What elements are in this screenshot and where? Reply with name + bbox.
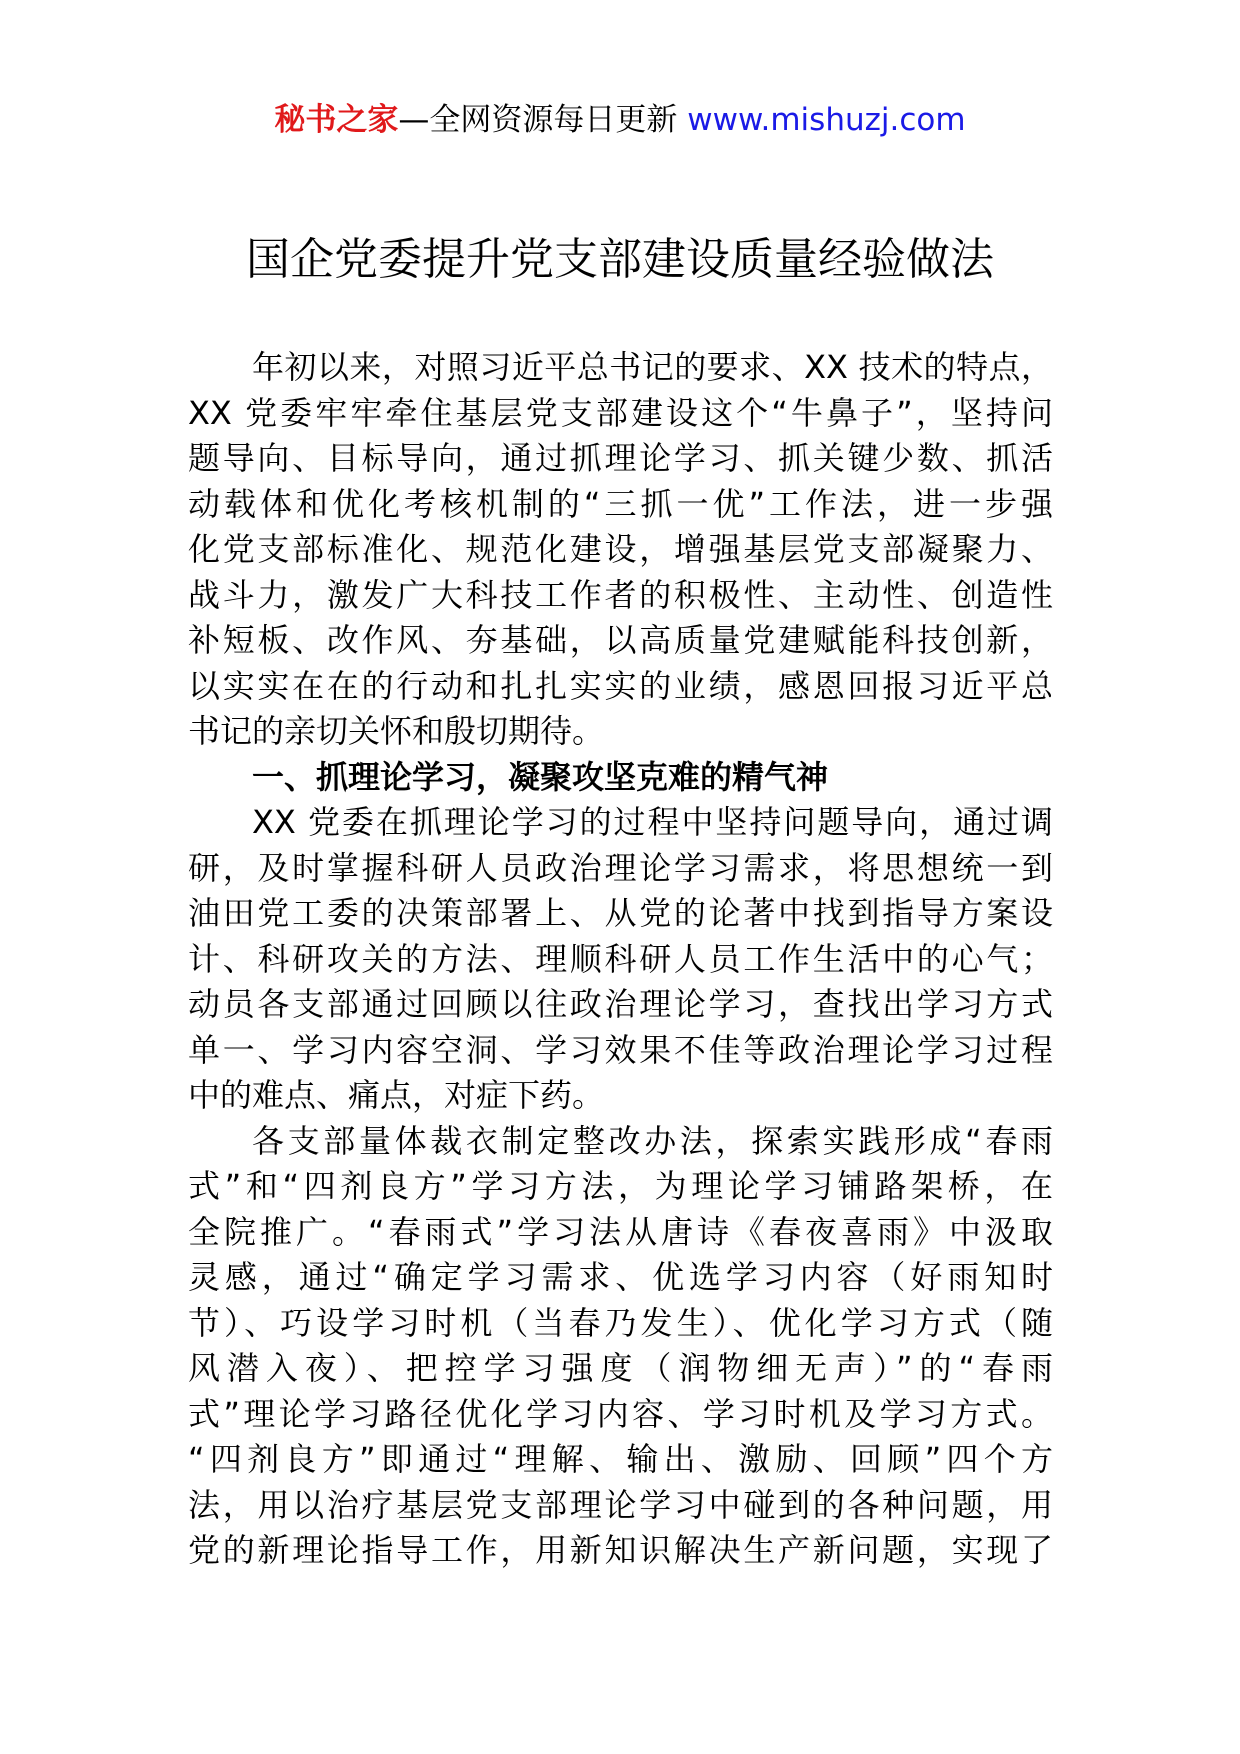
text-line: 式”理论学习路径优化学习内容、学习时机及学习方式。 [188, 1394, 1053, 1433]
banner-brand: 秘书之家 [274, 102, 399, 138]
text-line: 年初以来，对照习近平总书记的要求、XX 技术的特点， [252, 348, 1053, 386]
text-line: 中的难点、痛点，对症下药。 [188, 1076, 605, 1114]
text-line: 动载体和优化考核机制的“三抓一优”工作法，进一步强 [188, 484, 1053, 523]
text-line: 党的新理论指导工作，用新知识解决生产新问题，实现了 [188, 1531, 1053, 1569]
text-line: 风潜入夜）、把控学习强度（润物细无声）”的“春雨 [188, 1349, 1053, 1387]
site-banner [0, 100, 1240, 140]
text-line: 计、科研攻关的方法、理顺科研人员工作生活中的心气； [188, 939, 1053, 978]
text-line: 战斗力，激发广大科技工作者的积极性、主动性、创造性 [188, 575, 1053, 614]
text-line: 法，用以治疗基层党支部理论学习中碰到的各种问题，用 [188, 1485, 1053, 1524]
text-line: 灵感，通过“确定学习需求、优选学习内容（好雨知时 [188, 1258, 1053, 1296]
document-title: 国企党委提升党支部建设质量经验做法 [246, 234, 994, 285]
text-line: 节）、巧设学习时机（当春乃发生）、优化学习方式（随 [188, 1303, 1053, 1342]
text-line: “四剂良方”即通过“理解、输出、激励、回顾”四个方 [188, 1440, 1053, 1478]
text-line: 单一、学习内容空洞、学习效果不佳等政治理论学习过程 [188, 1030, 1053, 1069]
banner-url[interactable]: www.mishuzj.com [687, 102, 966, 138]
text-line: 油田党工委的决策部署上、从党的论著中找到指导方案设 [188, 894, 1053, 932]
document-body [188, 345, 1053, 1574]
text-line: XX 党委在抓理论学习的过程中坚持问题导向，通过调 [252, 803, 1053, 841]
text-line: 各支部量体裁衣制定整改办法，探索实践形成“春雨 [252, 1121, 1053, 1160]
text-line: 补短板、改作风、夯基础，以高质量党建赋能科技创新， [188, 621, 1053, 659]
text-line: 研，及时掌握科研人员政治理论学习需求，将思想统一到 [188, 848, 1053, 887]
text-line: 动员各支部通过回顾以往政治理论学习，查找出学习方式 [188, 985, 1053, 1023]
section-heading: 一、抓理论学习，凝聚攻坚克难的精气神 [252, 757, 829, 796]
text-line: XX 党委牢牢牵住基层党支部建设这个“牛鼻子”，坚持问 [188, 393, 1053, 432]
text-line: 以实实在在的行动和扎扎实实的业绩，感恩回报习近平总 [188, 666, 1053, 705]
text-line: 书记的亲切关怀和殷切期待。 [188, 712, 605, 750]
text-line: 化党支部标准化、规范化建设，增强基层党支部凝聚力、 [188, 530, 1053, 568]
text-line: 全院推广。“春雨式”学习法从唐诗《春夜喜雨》中汲取 [188, 1212, 1053, 1251]
text-line: 题导向、目标导向，通过抓理论学习、抓关键少数、抓活 [188, 439, 1053, 477]
banner-slogan: —全网资源每日更新 [398, 102, 678, 138]
text-line: 式”和“四剂良方”学习方法，为理论学习铺路架桥，在 [188, 1167, 1053, 1205]
